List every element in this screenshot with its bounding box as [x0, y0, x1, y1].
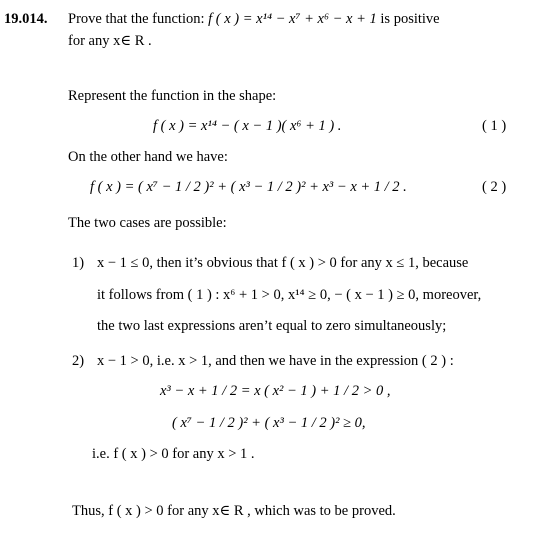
case-1-line-1: x − 1 ≤ 0, then it’s obvious that f ( x ) > 0 for any x ≤ 1, because	[97, 255, 469, 271]
equation-2: f ( x ) = ( x⁷ − 1 / 2 )² + ( x³ − 1 / 2 )² + x³ − x + 1 / 2 .	[90, 179, 407, 195]
equation-1: f ( x ) = x¹⁴ − ( x − 1 )( x⁶ + 1 ) .	[153, 118, 342, 134]
other-hand-text: On the other hand we have:	[68, 149, 228, 165]
case-2-line-1: x − 1 > 0, i.e. x > 1, and then we have in the expression ( 2 ) :	[97, 353, 454, 369]
statement-start: Prove that the function:	[68, 11, 205, 27]
case-2-label: 2)	[72, 353, 85, 369]
final-conclusion: Thus, f ( x ) > 0 for any x∈ R , which was to be proved.	[72, 503, 396, 519]
problem-statement	[68, 10, 440, 28]
case-1-line-2: it follows from ( 1 ) : x⁶ + 1 > 0, x¹⁴ ≥ 0, − ( x − 1 ) ≥ 0, moreover,	[97, 287, 482, 303]
case-2-equation-b: ( x⁷ − 1 / 2 )² + ( x³ − 1 / 2 )² ≥ 0,	[172, 415, 366, 431]
equation-1-label: ( 1 )	[482, 118, 507, 134]
statement-function: f ( x ) = x¹⁴ − x⁷ + x⁶ − x + 1	[208, 11, 377, 27]
equation-2-label: ( 2 )	[482, 179, 507, 195]
solution-intro: Represent the function in the shape:	[68, 88, 277, 104]
case-1-label: 1)	[72, 255, 85, 271]
statement-end: is positive	[380, 11, 440, 27]
case-2-conclusion: i.e. f ( x ) > 0 for any x > 1 .	[92, 446, 255, 462]
problem-statement-line2: for any x∈ R .	[68, 33, 152, 49]
case-1-line-3: the two last expressions aren’t equal to zero simultaneously;	[97, 318, 447, 334]
case-2-equation-a: x³ − x + 1 / 2 = x ( x² − 1 ) + 1 / 2 > 0 ,	[160, 383, 391, 399]
two-cases-text: The two cases are possible:	[68, 215, 227, 231]
problem-number: 19.014.	[4, 11, 48, 27]
